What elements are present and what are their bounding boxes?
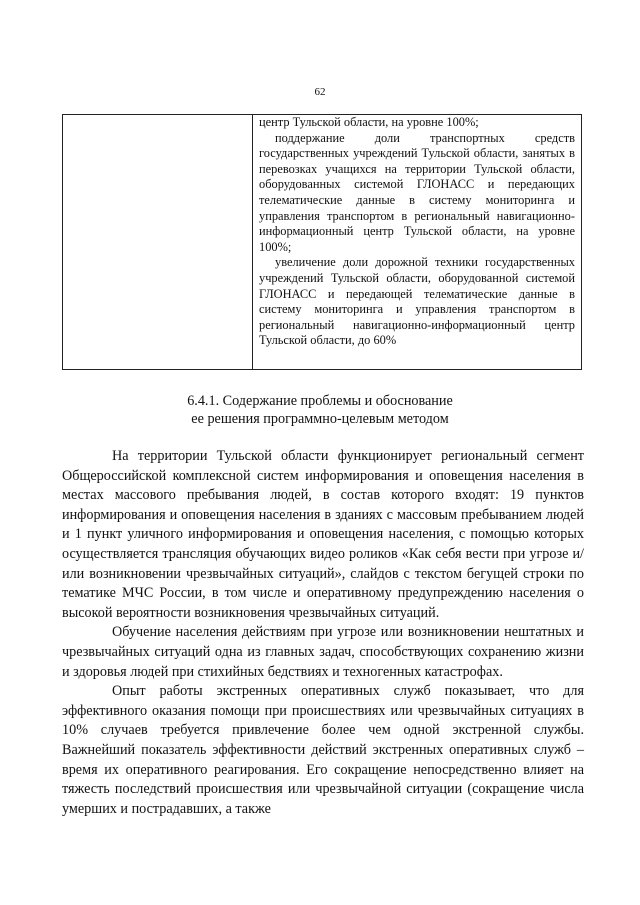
table-text-item: поддержание доли транспортных средств государственных учреждений Тульской области, занятых в перевозках учащихся на территории Тульской области, оборудованных системой ГЛОНАСС и передающих телематические данные в систему мониторинга и управления транспортом в региональный навигационно-информационный центр Тульской области, на уровне 100%;: [259, 130, 575, 254]
table-text-line: центр Тульской области, на уровне 100%;: [259, 115, 479, 129]
paragraph: На территории Тульской области функционирует региональный сегмент Общероссийской комплексной систем информирования и оповещения населения в местах массового пребывания людей, в состав которого входят: 19 пунктов информирования и оповещения населения в зданиях с массовым пребыванием людей и 1 пункт уличного информирования и оповещения населения, с помощью которых осуществляется трансляция обучающих видео роликов «Как себя вести при угрозе и/или возникновении чрезвычайных ситуаций», слайдов с текстом бегущей строки по тематике МЧС России, в том числе и оперативному предупреждению населения о высокой вероятности возникновения чрезвычайных ситуаций.: [62, 448, 584, 621]
table-right-cell: [253, 115, 581, 369]
section-heading-line1: 6.4.1. Содержание проблемы и обоснование: [187, 393, 453, 409]
page-number: 62: [314, 86, 326, 98]
paragraph: Опыт работы экстренных оперативных служб показывает, что для эффективного оказания помощи при происшествиях или чрезвычайных ситуациях в 10% случаев требуется привлечение более чем одной экстренной службы. Важнейший показатель эффективности действий экстренных оперативных служб – время их оперативного реагирования. Его сокращение непосредственно влияет на тяжесть последствий происшествия или чрезвычайной ситуации (сокращение числа умерших и пострадавших, а также: [62, 683, 584, 817]
table-text-item: увеличение доли дорожной техники государственных учреждений Тульской области, оборудованной системой ГЛОНАСС и передающей телематические данные в систему мониторинга и управления транспортом в региональный навигационно-информационный центр Тульской области, до 60%: [259, 255, 575, 348]
paragraph: Обучение населения действиям при угрозе или возникновении нештатных и чрезвычайных ситуаций одна из главных задач, способствующих сохранению жизни и здоровья людей при стихийных бедствиях и техногенных катастрофах.: [62, 624, 584, 680]
table-left-cell: [63, 115, 253, 369]
indicators-table: [62, 114, 582, 370]
body-text: [62, 447, 584, 819]
section-heading-line2: ее решения программно-целевым методом: [191, 411, 449, 427]
section-heading: [0, 392, 640, 428]
